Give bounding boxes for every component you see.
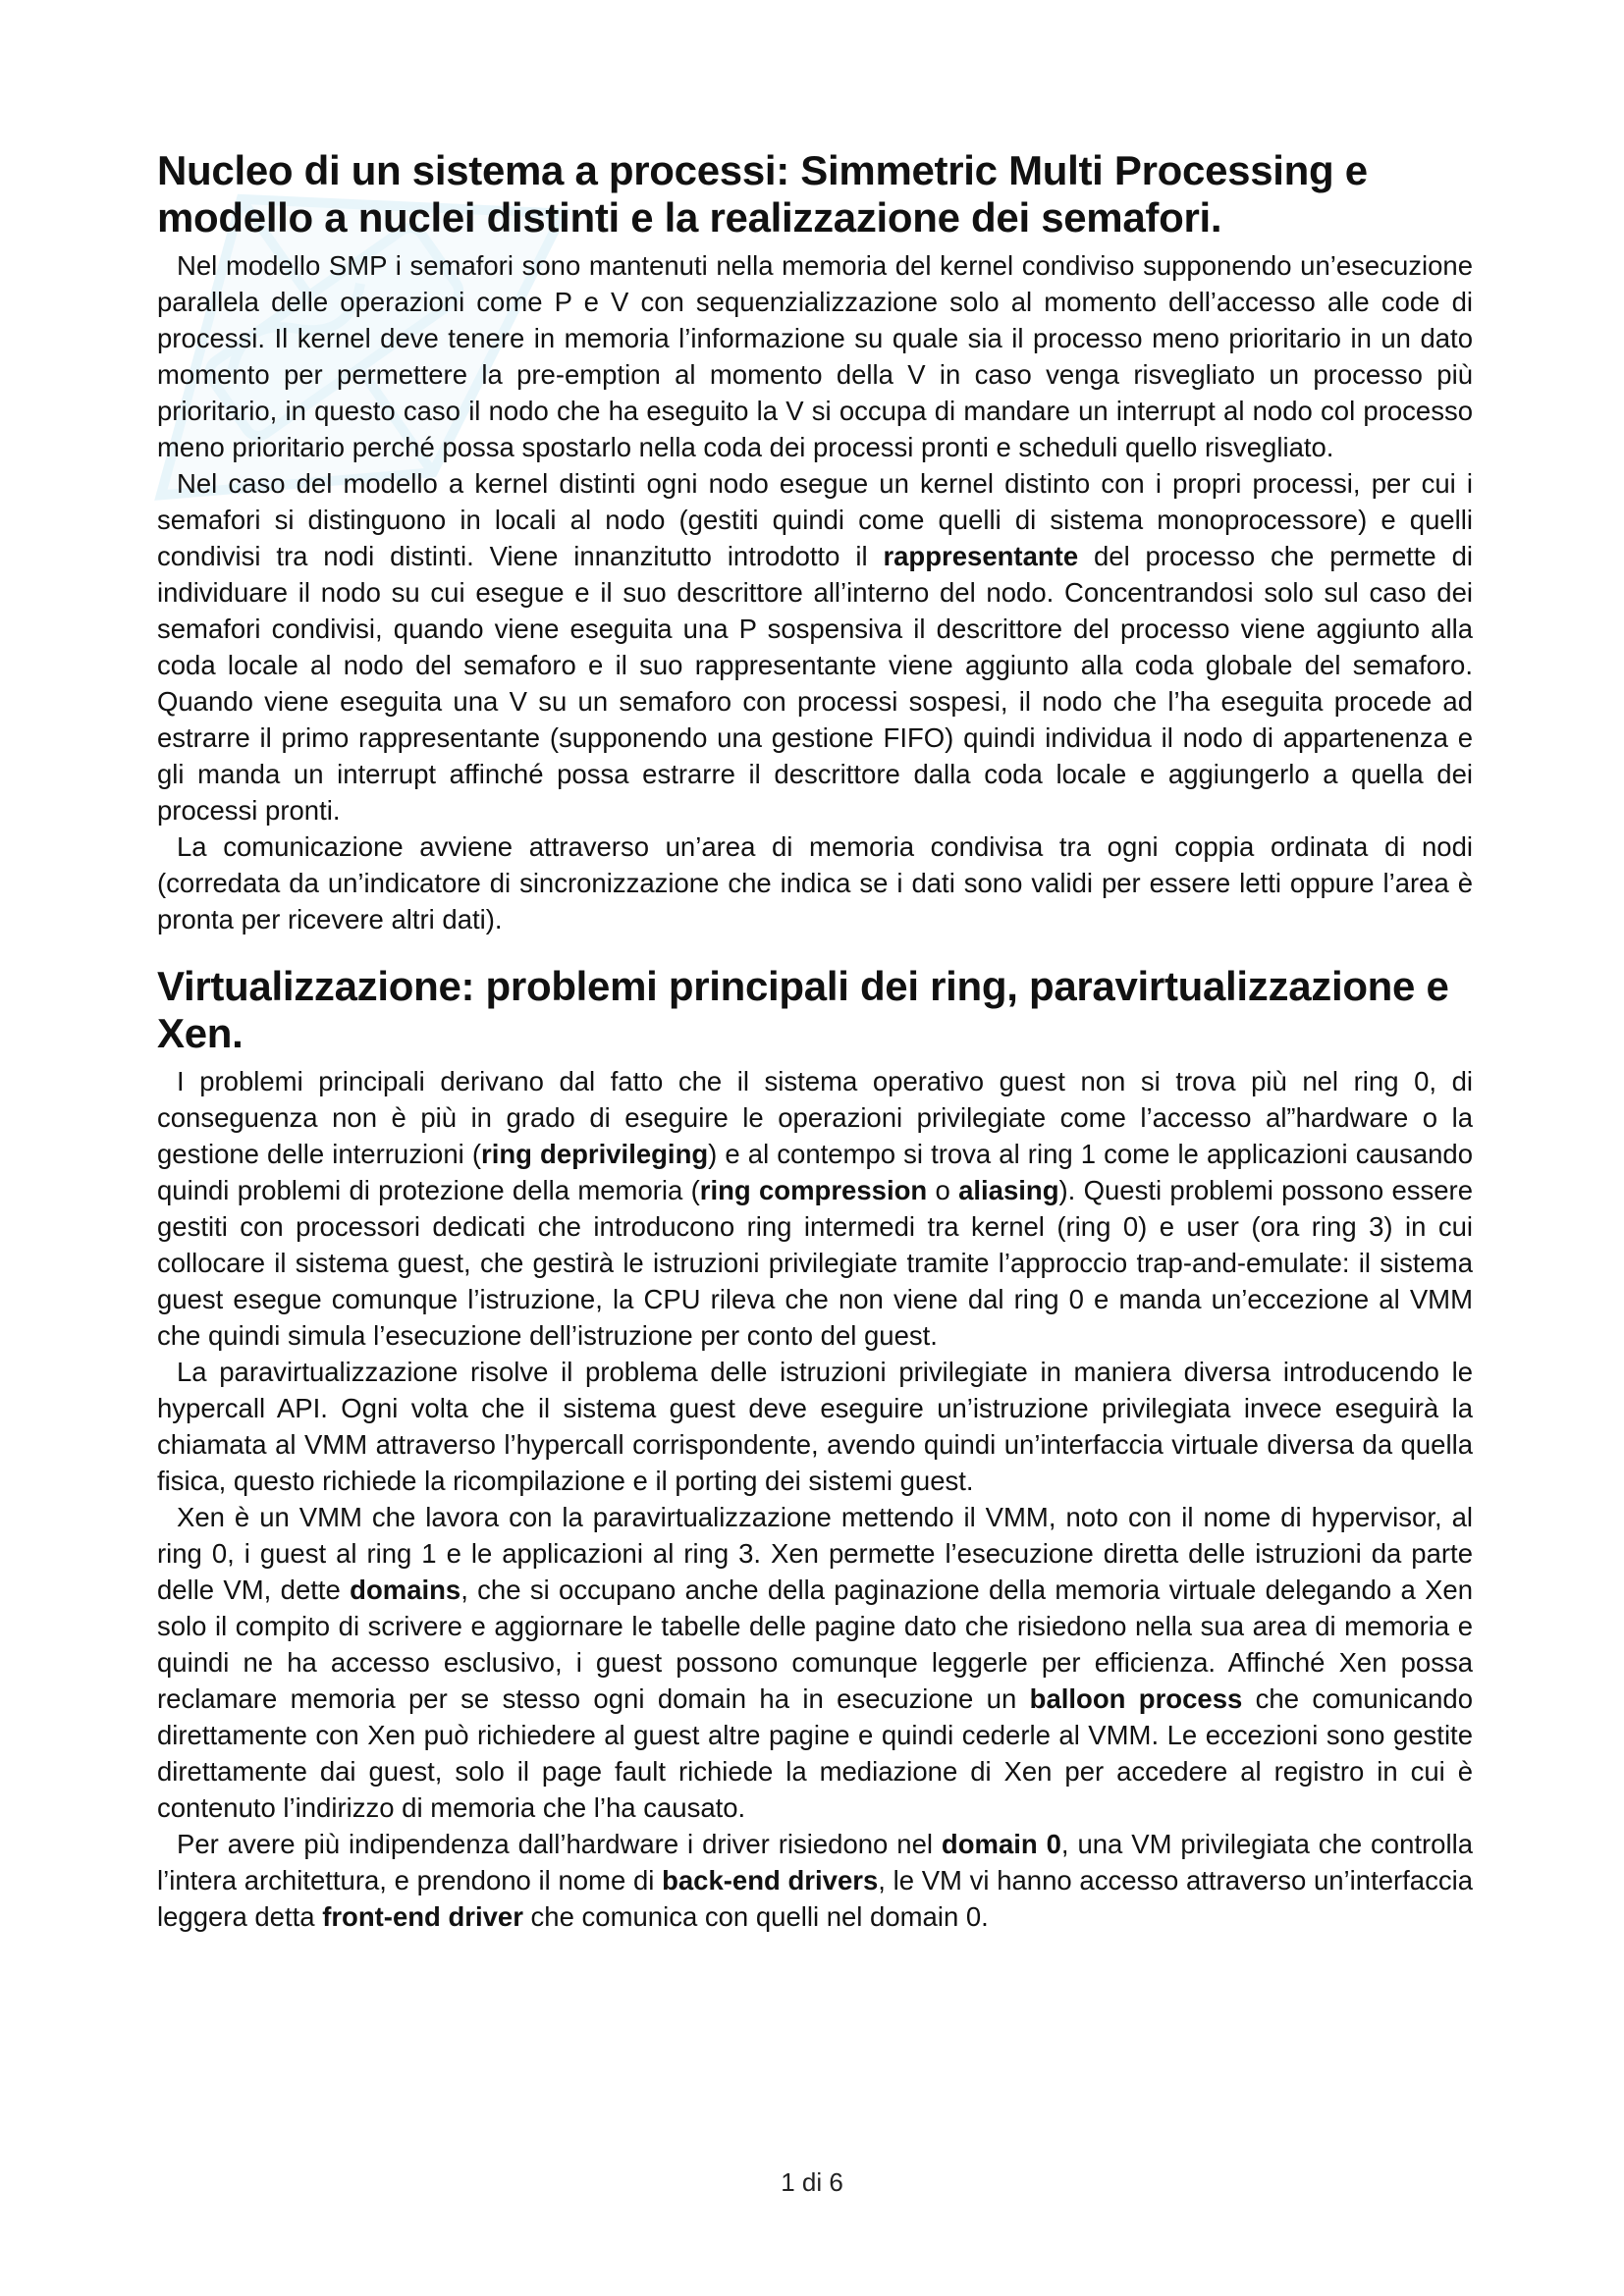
page-content [157,147,1473,1935]
paragraph [157,465,1473,828]
paragraph [157,1354,1473,1499]
text-run: ). Questi problemi possono essere gestiti con processori dedicati che introducono ring intermedi tra kernel (ring 0) e user (ora ring 3) in cui collocare il sistema guest, che gestirà le istruzioni privilegiate tramite l’approccio trap-and-emulate: il sistema guest esegue comunque l’istruzione, la CPU rileva che non viene dal ring 0 e manda un’eccezione al VMM che quindi simula l’esecuzione dell’istruzione per conto del guest. [157,1175,1473,1351]
paragraph [157,1499,1473,1826]
text-run: , che si occupano anche della paginazione della memoria virtuale delegando a Xen solo il compito di scrivere e aggiornare le tabelle delle pagine dato che risiedono nella sua area di memoria e quindi ne ha accesso esclusivo, i guest possono comunque leggerle per efficienza. Affinché Xen possa reclamare memoria per se stesso ogni domain ha in esecuzione un [157,1575,1474,1714]
paragraph [157,1063,1473,1354]
text-run: I problemi principali derivano dal fatto che il sistema operativo guest non si trova più nel ring 0, di conseguenza non è più in grado di eseguire le operazioni privilegiate come l’accesso al”hardware o la gestione delle interruzioni ( [157,1066,1473,1169]
paragraph [157,828,1473,937]
text-run: che comunica con quelli nel domain 0. [522,1901,989,1932]
bold-term: front-end driver [322,1901,523,1932]
text-run: o [927,1175,959,1205]
bold-term: domain 0 [941,1829,1061,1859]
text-run: , una VM privilegiata che controlla l’intera architettura, e prendono il nome di [157,1829,1473,1896]
bold-term: ring deprivileging [481,1139,709,1169]
text-run: , le VM vi hanno accesso attraverso un’interfaccia leggera detta [157,1865,1473,1932]
text-run: che comunicando direttamente con Xen può richiedere al guest altre pagine e quindi cederle al VMM. Le eccezioni sono gestite direttamente dai guest, solo il page fault richiede la mediazione di Xen per accedere al registro in cui è contenuto l’indirizzo di memoria che l’ha causato. [157,1683,1473,1823]
bold-term: back-end drivers [662,1865,879,1896]
section-title-smp: Nucleo di un sistema a processi: Simmetric Multi Processing e modello a nuclei distinti e la realizzazione dei semafori. [157,147,1368,240]
text-run: del processo che permette di individuare il nodo su cui esegue e il suo descrittore all’interno del nodo. Concentrandosi solo sul caso dei semafori condivisi, quando viene eseguita una P sospensiva il descrittore del processo viene aggiunto alla coda locale al nodo del semaforo e il suo rappresentante viene aggiunto alla coda globale del semaforo. Quando viene eseguita una V su un semaforo con processi sospesi, il nodo che l’ha eseguita procede ad estrarre il primo rappresentante (supponendo una gestione FIFO) quindi individua il nodo di appartenenza e gli manda un interrupt affinché possa estrarre il descrittore dalla coda locale e aggiungerlo a quella dei processi pronti. [157,541,1473,826]
section-body-smp [157,247,1473,937]
paragraph [157,1826,1473,1935]
section-title-virtualizzazione: Virtualizzazione: problemi principali dei ring, paravirtualizzazione e Xen. [157,963,1449,1056]
page-number: 1 di 6 [781,2167,843,2197]
bold-term: rappresentante [883,541,1079,571]
text-run: Nel modello SMP i semafori sono mantenuti nella memoria del kernel condiviso supponendo un’esecuzione parallela delle operazioni come P e V con sequenzializzazione solo al momento dell’accesso alle code di processi. Il kernel deve tenere in memoria l’informazione su quale sia il processo meno prioritario in un dato momento per permettere la pre-emption al momento della V in caso venga risvegliato un processo più prioritario, in questo caso il nodo che ha eseguito la V si occupa di mandare un interrupt al nodo col processo meno prioritario perché possa spostarlo nella coda dei processi pronti e scheduli quello risvegliato. [157,250,1473,462]
section-body-virtualizzazione [157,1063,1473,1935]
bold-term: aliasing [958,1175,1059,1205]
paragraph [157,247,1473,465]
bold-term: balloon process [1029,1683,1243,1714]
text-run: La paravirtualizzazione risolve il problema delle istruzioni privilegiate in maniera diversa introducendo le hypercall API. Ogni volta che il sistema guest deve eseguire un’istruzione privilegiata invece eseguirà la chiamata al VMM attraverso l’hypercall corrispondente, avendo quindi un’interfaccia virtuale diversa da quella fisica, questo richiede la ricompilazione e il porting dei sistemi guest. [157,1357,1473,1496]
text-run: Per avere più indipendenza dall’hardware i driver risiedono nel [177,1829,942,1859]
text-run: Xen è un VMM che lavora con la paravirtualizzazione mettendo il VMM, noto con il nome di hypervisor, al ring 0, i guest al ring 1 e le applicazioni al ring 3. Xen permette l’esecuzione diretta delle istruzioni da parte delle VM, dette [157,1502,1473,1605]
text-run: ) e al contempo si trova al ring 1 come le applicazioni causando quindi problemi di protezione della memoria ( [157,1139,1473,1205]
bold-term: domains [350,1575,461,1605]
text-run: Nel caso del modello a kernel distinti ogni nodo esegue un kernel distinto con i propri processi, per cui i semafori si distinguono in locali al nodo (gestiti quindi come quelli di sistema monoprocessore) e quelli condivisi tra nodi distinti. Viene innanzitutto introdotto il [157,468,1473,571]
bold-term: ring compression [699,1175,928,1205]
text-run: La comunicazione avviene attraverso un’area di memoria condivisa tra ogni coppia ordinata di nodi (corredata da un’indicatore di sincronizzazione che indica se i dati sono validi per essere letti oppure l’area è pronta per ricevere altri dati). [157,831,1473,934]
